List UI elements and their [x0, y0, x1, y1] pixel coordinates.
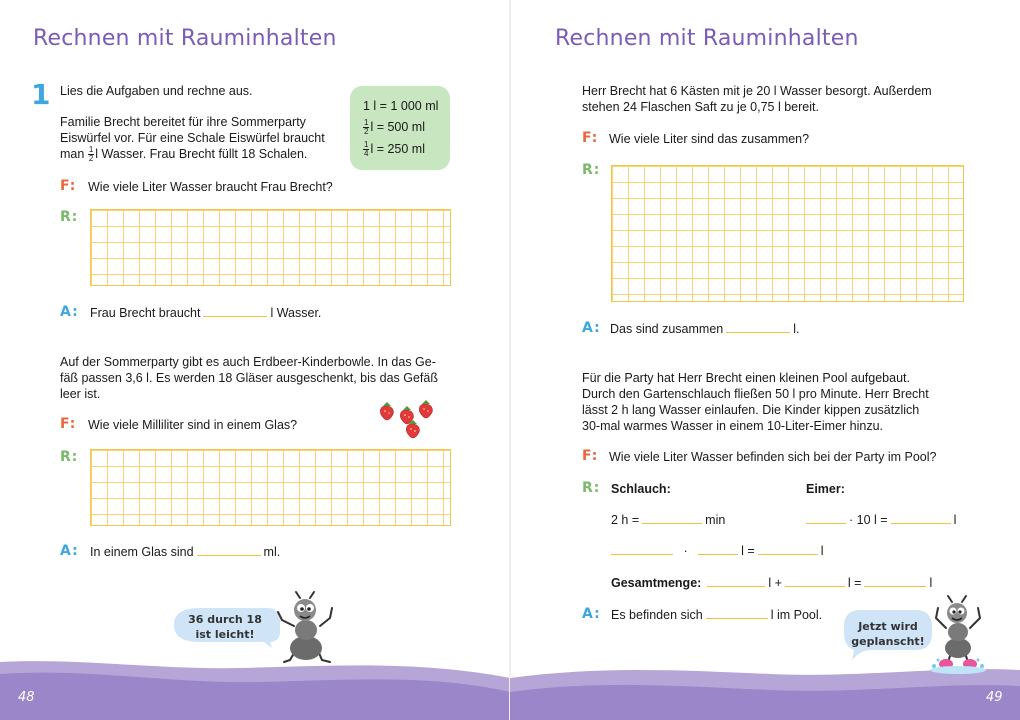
page-number: 49 — [986, 690, 1003, 705]
page-title: Rechnen mit Rauminhalten — [33, 26, 337, 51]
bubble-line: geplanscht! — [851, 635, 925, 648]
answer-label: A: — [582, 320, 601, 336]
answer-line — [90, 305, 321, 321]
answer-line — [90, 544, 280, 560]
fraction-denominator: 2 — [88, 154, 94, 164]
answer-blank[interactable] — [758, 543, 818, 555]
bubble-line: 36 durch 18 — [188, 613, 262, 626]
answer-blank[interactable] — [864, 575, 926, 587]
bucket-heading: Eimer: — [806, 482, 845, 496]
answer-label: A: — [60, 543, 79, 559]
speech-bubble-text — [846, 619, 930, 649]
answer-blank[interactable] — [785, 575, 845, 587]
fraction-numerator: 1 — [364, 140, 369, 150]
text-fragment: l = 250 ml — [370, 142, 425, 156]
task-text-line: Familie Brecht bereitet für ihre Sommerparty — [60, 115, 306, 129]
question-text: Wie viele Liter sind das zusammen? — [609, 132, 810, 146]
bubble-line: Jetzt wird — [858, 620, 918, 633]
text-fragment: l im Pool. — [770, 608, 823, 622]
text-fragment: l Wasser. Frau Brecht füllt 18 Schalen. — [95, 147, 308, 161]
text-fragment: · — [683, 544, 688, 558]
fraction — [363, 141, 369, 158]
strawberries-icon — [378, 398, 436, 440]
ant-splashing-icon — [926, 594, 990, 676]
unit-row — [363, 119, 425, 136]
bucket-calc-row — [806, 512, 956, 528]
task-text-line: fäß passen 3,6 l. Es werden 18 Gläser ausgeschenkt, bis das Gefäß — [60, 371, 438, 385]
text-fragment: ml. — [263, 545, 281, 559]
task-text-line: leer ist. — [60, 387, 101, 401]
answer-label: A: — [582, 606, 601, 622]
text-fragment: l + — [768, 576, 782, 590]
unit-row: 1 l = 1 000 ml — [363, 99, 439, 113]
text-fragment: l = — [847, 576, 862, 590]
fraction — [88, 146, 94, 163]
calculation-label: R: — [582, 480, 601, 496]
answer-line — [610, 321, 800, 337]
answer-blank[interactable] — [698, 543, 738, 555]
answer-blank[interactable] — [203, 305, 267, 317]
ant-character-icon — [272, 590, 342, 670]
text-fragment: l — [820, 544, 824, 558]
unit-info-box — [350, 86, 450, 170]
answer-blank[interactable] — [707, 575, 765, 587]
calculation-label: R: — [582, 162, 601, 178]
page-title: Rechnen mit Rauminhalten — [555, 26, 859, 51]
text-fragment: · 10 l = — [849, 513, 888, 527]
text-fragment: l. — [793, 322, 800, 336]
text-fragment: min — [705, 513, 726, 527]
text-fragment: l = 500 ml — [370, 120, 425, 134]
fraction-denominator: 2 — [364, 127, 369, 137]
task-text-line: Durch den Gartenschlauch fließen 50 l pro Minute. Herr Brecht — [582, 387, 929, 401]
question-label: F: — [582, 130, 599, 146]
total-heading: Gesamtmenge: — [611, 576, 702, 590]
answer-blank[interactable] — [891, 512, 951, 524]
instruction: Lies die Aufgaben und rechne aus. — [60, 84, 253, 98]
answer-label: A: — [60, 304, 79, 320]
calculation-label: R: — [60, 209, 79, 225]
calculation-grid[interactable] — [90, 449, 451, 526]
task-text-line: lässt 2 h lang Wasser einlaufen. Die Kinder kippen zusätzlich — [582, 403, 920, 417]
text-fragment: 2 h = — [611, 513, 640, 527]
text-fragment: Frau Brecht braucht — [90, 306, 201, 320]
unit-row — [363, 141, 425, 158]
right-page — [510, 0, 1020, 720]
hose-calc-row — [611, 512, 725, 528]
text-fragment: l — [929, 576, 933, 590]
hose-calc-row — [611, 543, 823, 559]
question-label: F: — [60, 416, 77, 432]
text-fragment: l Wasser. — [270, 306, 322, 320]
hose-heading: Schlauch: — [611, 482, 671, 496]
question-text: Wie viele Liter Wasser befinden sich bei der Party im Pool? — [609, 450, 937, 464]
question-text: Wie viele Liter Wasser braucht Frau Brecht? — [88, 180, 333, 194]
speech-bubble-text — [180, 612, 270, 642]
answer-blank[interactable] — [611, 543, 673, 555]
text-fragment: Es befinden sich — [611, 608, 703, 622]
answer-blank[interactable] — [642, 512, 702, 524]
task-text-line: Herr Brecht hat 6 Kästen mit je 20 l Wasser besorgt. Außerdem — [582, 84, 932, 98]
answer-blank[interactable] — [726, 321, 790, 333]
task-text-line: Eiswürfel vor. Für eine Schale Eiswürfel braucht — [60, 131, 325, 145]
task-text-line: Auf der Sommerparty gibt es auch Erdbeer-Kinderbowle. In das Ge- — [60, 355, 436, 369]
answer-blank[interactable] — [806, 512, 846, 524]
question-label: F: — [582, 448, 599, 464]
text-fragment: l — [953, 513, 957, 527]
answer-blank[interactable] — [197, 544, 261, 556]
fraction-denominator: 4 — [364, 149, 369, 159]
task-text-line: Für die Party hat Herr Brecht einen kleinen Pool aufgebaut. — [582, 371, 910, 385]
text-fragment: l = — [741, 544, 755, 558]
text-fragment: Das sind zusammen — [610, 322, 724, 336]
calculation-label: R: — [60, 449, 79, 465]
fraction-numerator: 1 — [364, 118, 369, 128]
task-text-line: 30-mal warmes Wasser in einem 10-Liter-Eimer hinzu. — [582, 419, 884, 433]
fraction — [363, 119, 369, 136]
calculation-grid[interactable] — [90, 209, 451, 286]
page-number: 48 — [18, 690, 35, 705]
task-text-line: stehen 24 Flaschen Saft zu je 0,75 l bereit. — [582, 100, 819, 114]
task-text-line — [60, 146, 307, 163]
calculation-grid[interactable] — [611, 165, 964, 302]
question-text: Wie viele Milliliter sind in einem Glas? — [88, 418, 298, 432]
text-fragment: man — [60, 147, 85, 161]
question-label: F: — [60, 178, 77, 194]
bubble-line: ist leicht! — [195, 628, 255, 641]
fraction-numerator: 1 — [88, 145, 94, 155]
total-calc-row — [611, 575, 932, 591]
text-fragment: In einem Glas sind — [90, 545, 194, 559]
task-number: 1 — [31, 78, 51, 111]
